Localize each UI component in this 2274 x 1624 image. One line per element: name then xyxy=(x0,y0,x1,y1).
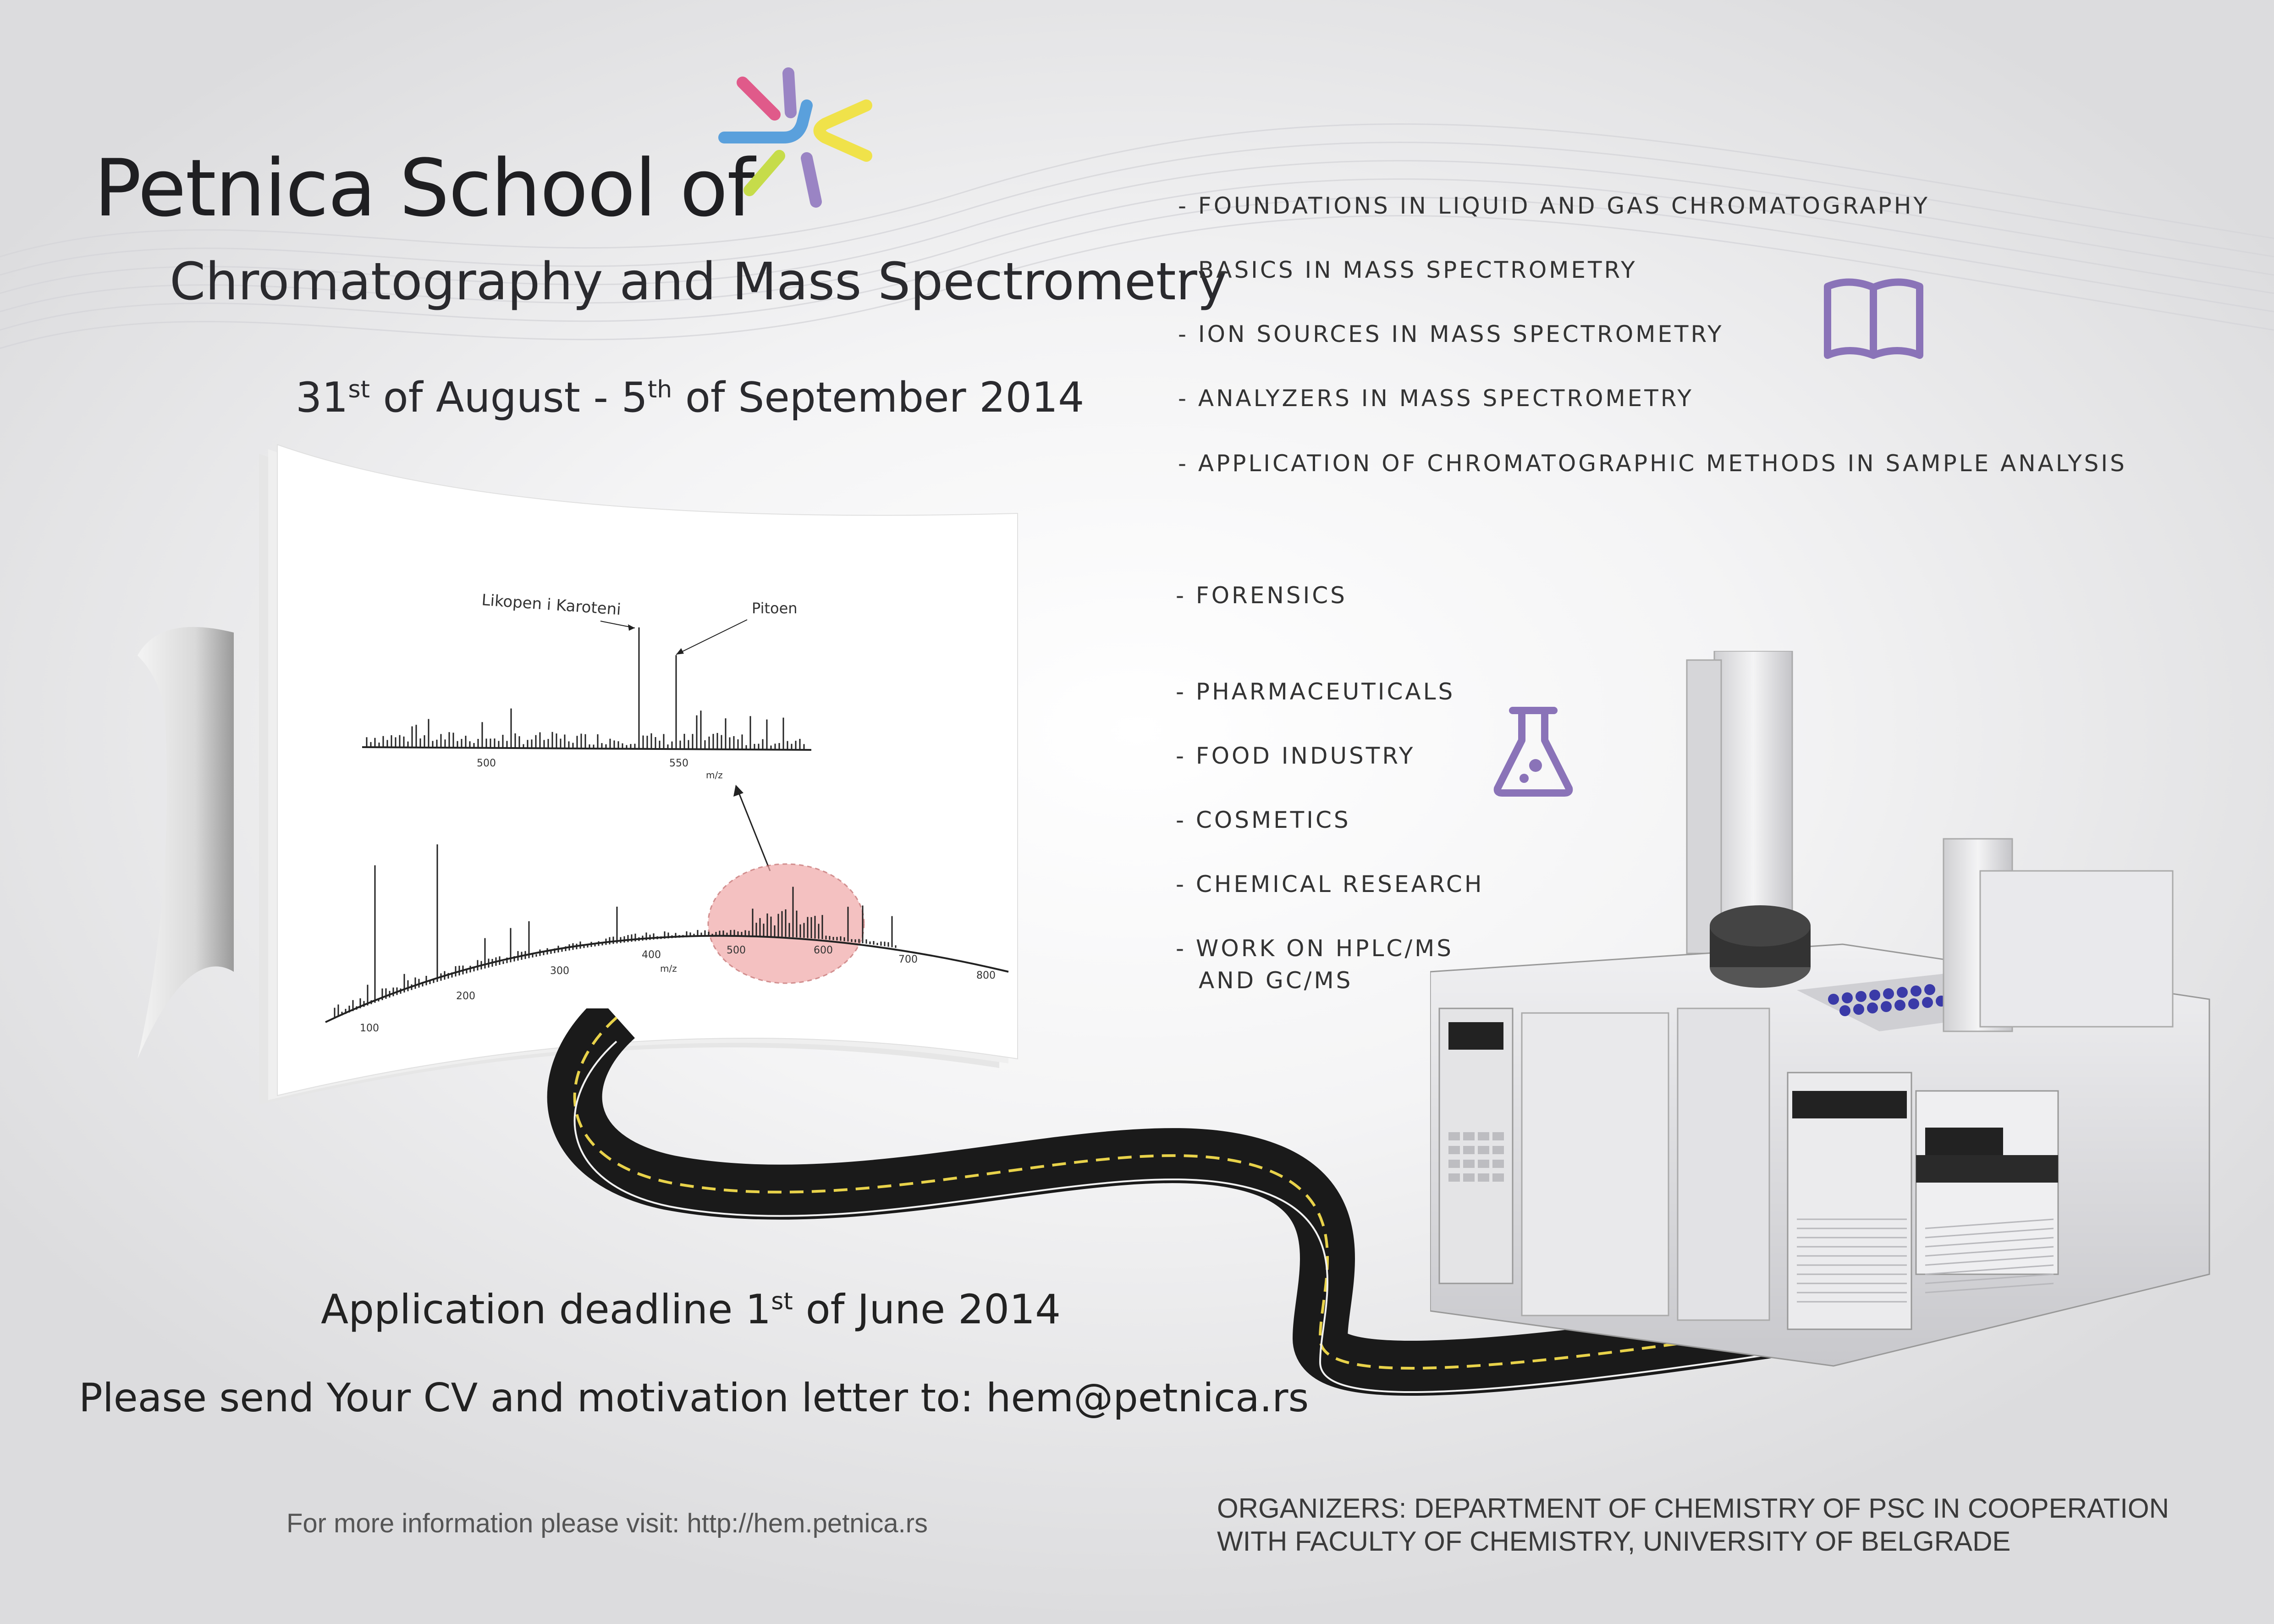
bottom-tick-7: 700 xyxy=(898,954,918,965)
deadline-prefix: Application deadline 1 xyxy=(321,1286,771,1333)
topic-item: - ION SOURCES IN MASS SPECTROMETRY xyxy=(1178,321,1724,347)
deadline-date: of June 2014 xyxy=(793,1286,1061,1333)
end-day-suffix: th xyxy=(647,376,672,403)
top-xlabel: m/z xyxy=(706,770,723,781)
top-tick-2: 550 xyxy=(669,758,688,769)
more-info-text: For more information please visit: http://hem.petnica.rs xyxy=(286,1508,928,1538)
topic-item: - BASICS IN MASS SPECTROMETRY xyxy=(1178,257,1637,283)
application-deadline xyxy=(321,1286,1061,1333)
title-line-2: Chromatography and Mass Spectrometry xyxy=(170,252,1228,312)
send-cv-text: Please send Your CV and motivation letter to: hem@petnica.rs xyxy=(79,1375,1309,1421)
deadline-suffix: st xyxy=(771,1288,793,1316)
book-icon xyxy=(1822,277,1925,362)
start-rest: of August - 5 xyxy=(370,374,648,422)
organizers-line-1: ORGANIZERS: DEPARTMENT OF CHEMISTRY OF PSC IN COOPERATION xyxy=(1217,1493,2169,1524)
peak-label-1: Likopen i Karoteni xyxy=(481,591,622,619)
bottom-tick-6: 600 xyxy=(814,945,833,956)
application-item: - COSMETICS xyxy=(1176,807,1351,833)
organizers-line-2: WITH FACULTY OF CHEMISTRY, UNIVERSITY OF BELGRADE xyxy=(1217,1526,2011,1557)
application-item: - PHARMACEUTICALS xyxy=(1176,678,1455,705)
application-item: - FORENSICS xyxy=(1176,582,1347,609)
application-item: - WORK ON HPLC/MS xyxy=(1176,935,1454,962)
topic-item: - ANALYZERS IN MASS SPECTROMETRY xyxy=(1178,385,1694,412)
bottom-xlabel: m/z xyxy=(660,963,677,974)
start-day: 31 xyxy=(296,374,348,422)
title-line-1: Petnica School of xyxy=(94,142,754,234)
end-rest: of September 2014 xyxy=(672,374,1085,422)
bottom-tick-3: 300 xyxy=(550,965,569,977)
bottom-tick-5: 500 xyxy=(727,945,746,956)
bottom-tick-4: 400 xyxy=(642,949,661,961)
topic-item: - FOUNDATIONS IN LIQUID AND GAS CHROMATOGRAPHY xyxy=(1178,193,1930,219)
peak-label-2: Pitoen xyxy=(752,600,798,617)
topic-item: - APPLICATION OF CHROMATOGRAPHIC METHODS IN SAMPLE ANALYSIS xyxy=(1178,450,2127,477)
bottom-tick-2: 200 xyxy=(456,991,475,1002)
bottom-tick-8: 800 xyxy=(976,970,996,981)
lc-ms-instrument-illustration xyxy=(1430,651,2219,1467)
event-dates xyxy=(296,374,1084,422)
start-day-suffix: st xyxy=(348,376,370,403)
application-item: - CHEMICAL RESEARCH xyxy=(1176,871,1484,897)
application-item: - FOOD INDUSTRY xyxy=(1176,743,1415,769)
organizers xyxy=(1217,1492,2169,1558)
application-item: AND GC/MS xyxy=(1199,967,1353,994)
starburst-logo-icon xyxy=(715,64,880,215)
bottom-tick-1: 100 xyxy=(360,1023,379,1034)
top-tick-1: 500 xyxy=(477,758,496,769)
